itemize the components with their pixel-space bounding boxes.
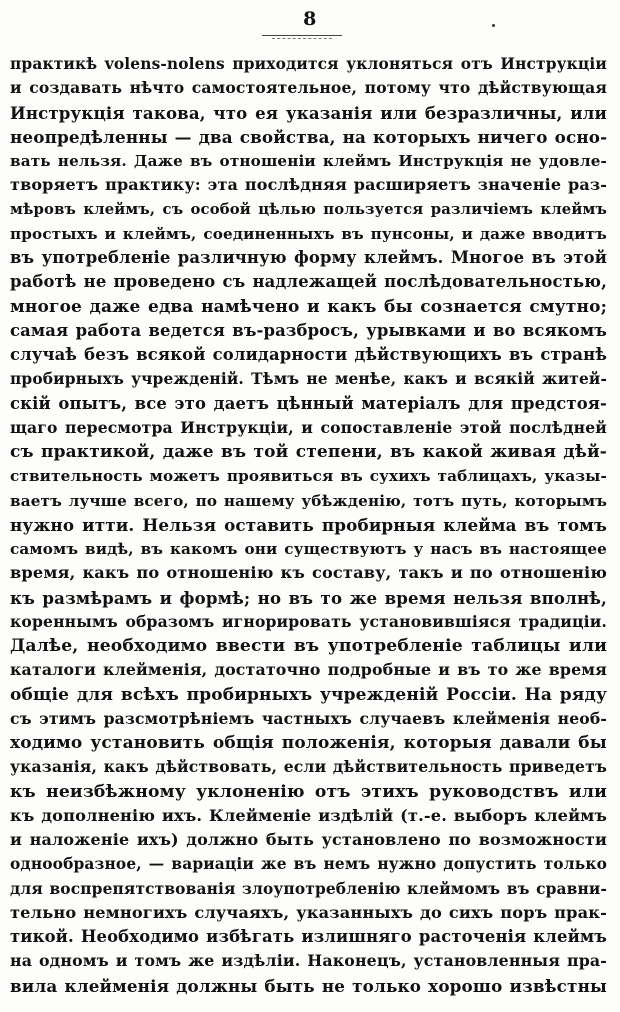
text-line: съ этимъ разсмотрѣніемъ частныхъ случаевъ клейменія необ- bbox=[10, 708, 607, 728]
text-line: простыхъ и клеймъ, соединенныхъ въ пунсоны, и даже вводитъ bbox=[10, 224, 607, 243]
header-rule-dashed bbox=[272, 38, 332, 39]
text-line: тельно немногихъ случаяхъ, указанныхъ до сихъ поръ прак- bbox=[10, 902, 607, 922]
text-line: ходимо установить общія положенія, которыя давали бы bbox=[10, 733, 607, 753]
text-line: многое даже едва намѣчено и какъ бы сознается смутно; bbox=[10, 296, 607, 317]
text-line: въ употребленіе различную форму клеймъ. Многое въ этой bbox=[10, 248, 607, 267]
text-line: нужно итти. Нельзя оставить пробирныя клейма въ томъ bbox=[10, 514, 607, 535]
text-line: каталоги клейменія, достаточно подробные и въ то же время bbox=[10, 660, 607, 680]
text-line: работѣ не проведено съ надлежащей послѣдовательностью, bbox=[10, 272, 607, 292]
text-line: ствительность можетъ проявиться въ сухихъ таблицахъ, указы- bbox=[10, 467, 607, 486]
text-line: къ размѣрамъ и формѣ; но въ то же время нельзя вполнѣ, bbox=[10, 587, 607, 608]
text-line: на одномъ и томъ же издѣліи. Наконецъ, установленныя пра- bbox=[10, 951, 607, 971]
text-line: самомъ видѣ, въ какомъ они существуютъ у насъ въ настоящее bbox=[10, 540, 607, 558]
text-line: творяетъ практику: эта послѣдняя расширяетъ значеніе раз- bbox=[10, 175, 607, 195]
text-line: неопредѣленны — два свойства, на которыхъ ничего осно- bbox=[10, 126, 608, 147]
text-line: къ дополненію ихъ. Клейменіе издѣлій (т.-е. выборъ клеймъ bbox=[10, 805, 608, 825]
text-line: и создавать нѣчто самостоятельное, потому что дѣйствующая bbox=[10, 78, 607, 98]
text-line: однообразное, — вариаціи же въ немъ нужно допустить только bbox=[10, 855, 607, 874]
header-rule bbox=[262, 35, 342, 36]
page-number: 8 bbox=[303, 8, 317, 30]
header-mark bbox=[492, 24, 495, 27]
text-line: ваетъ лучше всего, по нашему убѣжденію, тотъ путь, которымъ bbox=[10, 491, 607, 510]
text-line: мѣровъ клеймъ, съ особой цѣлью пользуется различіемъ клеймъ bbox=[10, 200, 607, 218]
text-line: пробирныхъ учрежденій. Тѣмъ не менѣе, какъ и всякій житей- bbox=[10, 370, 607, 389]
text-line: и наложеніе ихъ) должно быть установлено по возможности bbox=[10, 830, 607, 849]
text-line: вать нельзя. Даже въ отношеніи клеймъ Инструкція не удовле- bbox=[10, 152, 607, 170]
text-line: время, какъ по отношенію къ составу, такъ и по отношенію bbox=[10, 563, 607, 583]
body-text bbox=[10, 52, 607, 998]
text-line: Инструкція такова, что ея указанія или безразличны, или bbox=[10, 102, 607, 123]
text-line: практикѣ volens-nolens приходится уклоняться отъ Инструкціи bbox=[10, 55, 607, 73]
text-line: Далѣе, необходимо ввести въ употребленіе таблицы или bbox=[10, 636, 607, 656]
text-line: вила клейменія должны быть не только хорошо извѣстны bbox=[10, 975, 607, 996]
text-line: указанія, какъ дѣйствовать, если дѣйствительность приведетъ bbox=[10, 757, 607, 777]
text-line: тикой. Необходимо избѣгать излишняго расточенія клеймъ bbox=[10, 927, 607, 946]
text-line: самая работа ведется въ-разбросъ, урывками и во всякомъ bbox=[10, 320, 607, 340]
text-line: съ практикой, даже въ той степени, въ какой живая дѣй- bbox=[10, 442, 607, 462]
text-line: къ неизбѣжному уклоненію отъ этихъ руководствъ или bbox=[10, 781, 607, 802]
text-line: общіе для всѣхъ пробирныхъ учрежденій Россіи. На ряду bbox=[10, 684, 607, 705]
text-line: кореннымъ образомъ игнорировать установившіяся традиціи. bbox=[10, 611, 607, 631]
text-line: случаѣ безъ всякой солидарности дѣйствующихъ въ странѣ bbox=[10, 345, 607, 364]
text-line: скій опытъ, все это даетъ цѣнный матеріалъ для предстоя- bbox=[10, 393, 607, 413]
text-line: щаго пересмотра Инструкціи, и сопоставленіе этой послѣдней bbox=[10, 417, 607, 437]
text-line: для воспрепятствованія злоупотребленію клеймомъ въ сравни- bbox=[10, 879, 607, 898]
